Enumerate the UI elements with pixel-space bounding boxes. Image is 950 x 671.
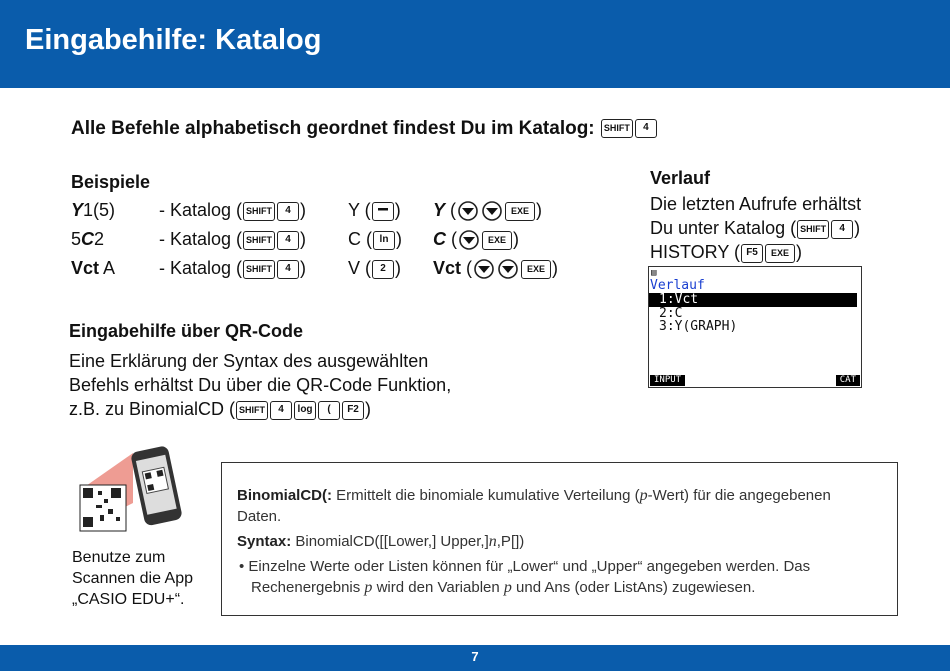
key-4: 4 bbox=[635, 119, 657, 138]
exe-key: EXE bbox=[505, 202, 535, 221]
cursor-down-icon bbox=[457, 201, 479, 221]
paren: ) bbox=[513, 229, 520, 249]
history-text-line: HISTORY ( bbox=[650, 242, 741, 262]
help-screenshot-box bbox=[221, 462, 898, 616]
paren: ) bbox=[854, 218, 861, 238]
app-hint-line: Benutze zum bbox=[72, 549, 166, 566]
softkey-input[interactable]: INPUT bbox=[650, 375, 685, 386]
paren: ) bbox=[394, 200, 401, 220]
page-number: 7 bbox=[471, 649, 479, 664]
paren: ) bbox=[300, 200, 307, 220]
history-text-line: Die letzten Aufrufe erhältst bbox=[650, 194, 862, 214]
key-4: 4 bbox=[831, 220, 853, 239]
softkey-cat[interactable]: CAT bbox=[836, 375, 860, 386]
history-title: Verlauf bbox=[650, 168, 711, 188]
help-var-p: p bbox=[639, 487, 648, 504]
intro-text: Alle Befehle alphabetisch geordnet findest Du im Katalog: bbox=[71, 118, 595, 139]
key-4: 4 bbox=[277, 260, 299, 279]
cursor-down-icon bbox=[473, 259, 495, 279]
battery-icon: ▤ bbox=[651, 268, 657, 278]
help-syntax-label: Syntax: bbox=[237, 533, 292, 550]
f5-key: F5 bbox=[741, 244, 763, 263]
shift-key: SHIFT bbox=[243, 202, 275, 221]
cursor-down-icon bbox=[458, 230, 480, 250]
help-desc: Ermittelt die binomiale kumulative Verteilung ( bbox=[332, 487, 640, 504]
exe-key: EXE bbox=[521, 260, 551, 279]
ln-key: ln bbox=[373, 231, 395, 250]
example-letter: V ( bbox=[348, 258, 372, 278]
help-var-p: p bbox=[364, 579, 373, 596]
exe-key: EXE bbox=[765, 244, 795, 263]
example-letter: C ( bbox=[348, 229, 372, 249]
shift-key: SHIFT bbox=[797, 220, 829, 239]
app-hint bbox=[72, 547, 193, 610]
shift-key: SHIFT bbox=[243, 231, 275, 250]
paren: ) bbox=[300, 229, 307, 249]
help-syntax: BinomialCD([[Lower,] Upper,] bbox=[291, 533, 489, 550]
footer-bar bbox=[0, 645, 950, 671]
paren-key: ( bbox=[318, 401, 340, 420]
qr-text-line: Befehls erhältst Du über die QR-Code Funktion, bbox=[69, 375, 452, 395]
help-syntax: ,P[]) bbox=[496, 533, 525, 550]
qr-scan-illustration bbox=[78, 443, 188, 538]
example-desc: - Katalog ( bbox=[159, 258, 243, 278]
history-text bbox=[650, 192, 861, 264]
help-var-n: n bbox=[488, 533, 497, 550]
history-text-line: Du unter Katalog ( bbox=[650, 218, 797, 238]
paren: ) bbox=[796, 242, 803, 262]
help-command-name: BinomialCD(: bbox=[237, 487, 332, 504]
paren: ) bbox=[395, 258, 402, 278]
example-cmd-bold: Vct bbox=[71, 258, 100, 278]
history-item[interactable]: 3:Y(GRAPH) bbox=[659, 319, 738, 334]
shift-key: SHIFT bbox=[243, 260, 275, 279]
paren: ) bbox=[300, 258, 307, 278]
example-cmd-rest: 2 bbox=[94, 229, 105, 249]
shift-key: SHIFT bbox=[236, 401, 268, 420]
history-item[interactable]: 2:C bbox=[659, 306, 683, 321]
help-var-p: p bbox=[503, 579, 512, 596]
paren: ) bbox=[536, 200, 543, 220]
qr-section-title: Eingabehilfe über QR-Code bbox=[69, 321, 304, 341]
history-item-selected[interactable]: 1:Vct bbox=[649, 293, 857, 307]
example-cmd-bold: C bbox=[81, 229, 95, 249]
calculator-screen bbox=[648, 266, 862, 388]
help-text bbox=[237, 485, 877, 598]
app-hint-line: „CASIO EDU+“. bbox=[72, 591, 185, 608]
examples-title: Beispiele bbox=[71, 172, 151, 192]
help-bullet: • Einzelne Werte oder Listen können für „Lower“ und „Upper“ angegeben werden. Das Rechenergebnis bbox=[239, 558, 811, 596]
example-cmd-bold: Y bbox=[71, 200, 84, 220]
example-cmd-rest: A bbox=[99, 258, 116, 278]
minus-key-icon bbox=[372, 202, 394, 221]
example-desc: - Katalog ( bbox=[159, 200, 243, 220]
page-title: Eingabehilfe: Katalog bbox=[25, 24, 322, 56]
paren: ( bbox=[451, 229, 458, 249]
paren: ( bbox=[450, 200, 457, 220]
qr-text-line: z.B. zu BinomialCD ( bbox=[69, 399, 236, 419]
f2-key: F2 bbox=[342, 401, 364, 420]
example-result: Y bbox=[433, 200, 446, 220]
cursor-down-icon bbox=[481, 201, 503, 221]
key-4: 4 bbox=[277, 231, 299, 250]
paren: ( bbox=[466, 258, 473, 278]
log-key: log bbox=[294, 401, 316, 420]
shift-key: SHIFT bbox=[601, 119, 633, 138]
example-result: Vct bbox=[433, 258, 462, 278]
help-bullet: und Ans (oder ListAns) zugewiesen. bbox=[511, 579, 756, 596]
screen-title: Verlauf bbox=[650, 278, 705, 293]
intro-line bbox=[71, 118, 658, 140]
example-letter: Y ( bbox=[348, 200, 371, 220]
exe-key: EXE bbox=[482, 231, 512, 250]
example-cmd-pre: 5 bbox=[71, 229, 82, 249]
app-hint-line: Scannen die App bbox=[72, 570, 193, 587]
help-bullet: wird den Variablen bbox=[372, 579, 504, 596]
cursor-down-icon bbox=[497, 259, 519, 279]
paren: ) bbox=[396, 229, 402, 249]
example-cmd-rest: 1(5) bbox=[83, 200, 116, 220]
header-bar bbox=[0, 0, 950, 88]
qr-text-line: Eine Erklärung der Syntax des ausgewählten bbox=[69, 351, 429, 371]
key-4: 4 bbox=[270, 401, 292, 420]
example-result: C bbox=[433, 229, 446, 249]
help-desc: -Wert) für die angegebenen Daten. bbox=[237, 487, 831, 525]
paren: ) bbox=[552, 258, 559, 278]
example-desc: - Katalog ( bbox=[159, 229, 243, 249]
paren: ) bbox=[365, 399, 372, 419]
key-2: 2 bbox=[372, 260, 394, 279]
key-4: 4 bbox=[277, 202, 299, 221]
qr-section-text bbox=[69, 349, 451, 421]
